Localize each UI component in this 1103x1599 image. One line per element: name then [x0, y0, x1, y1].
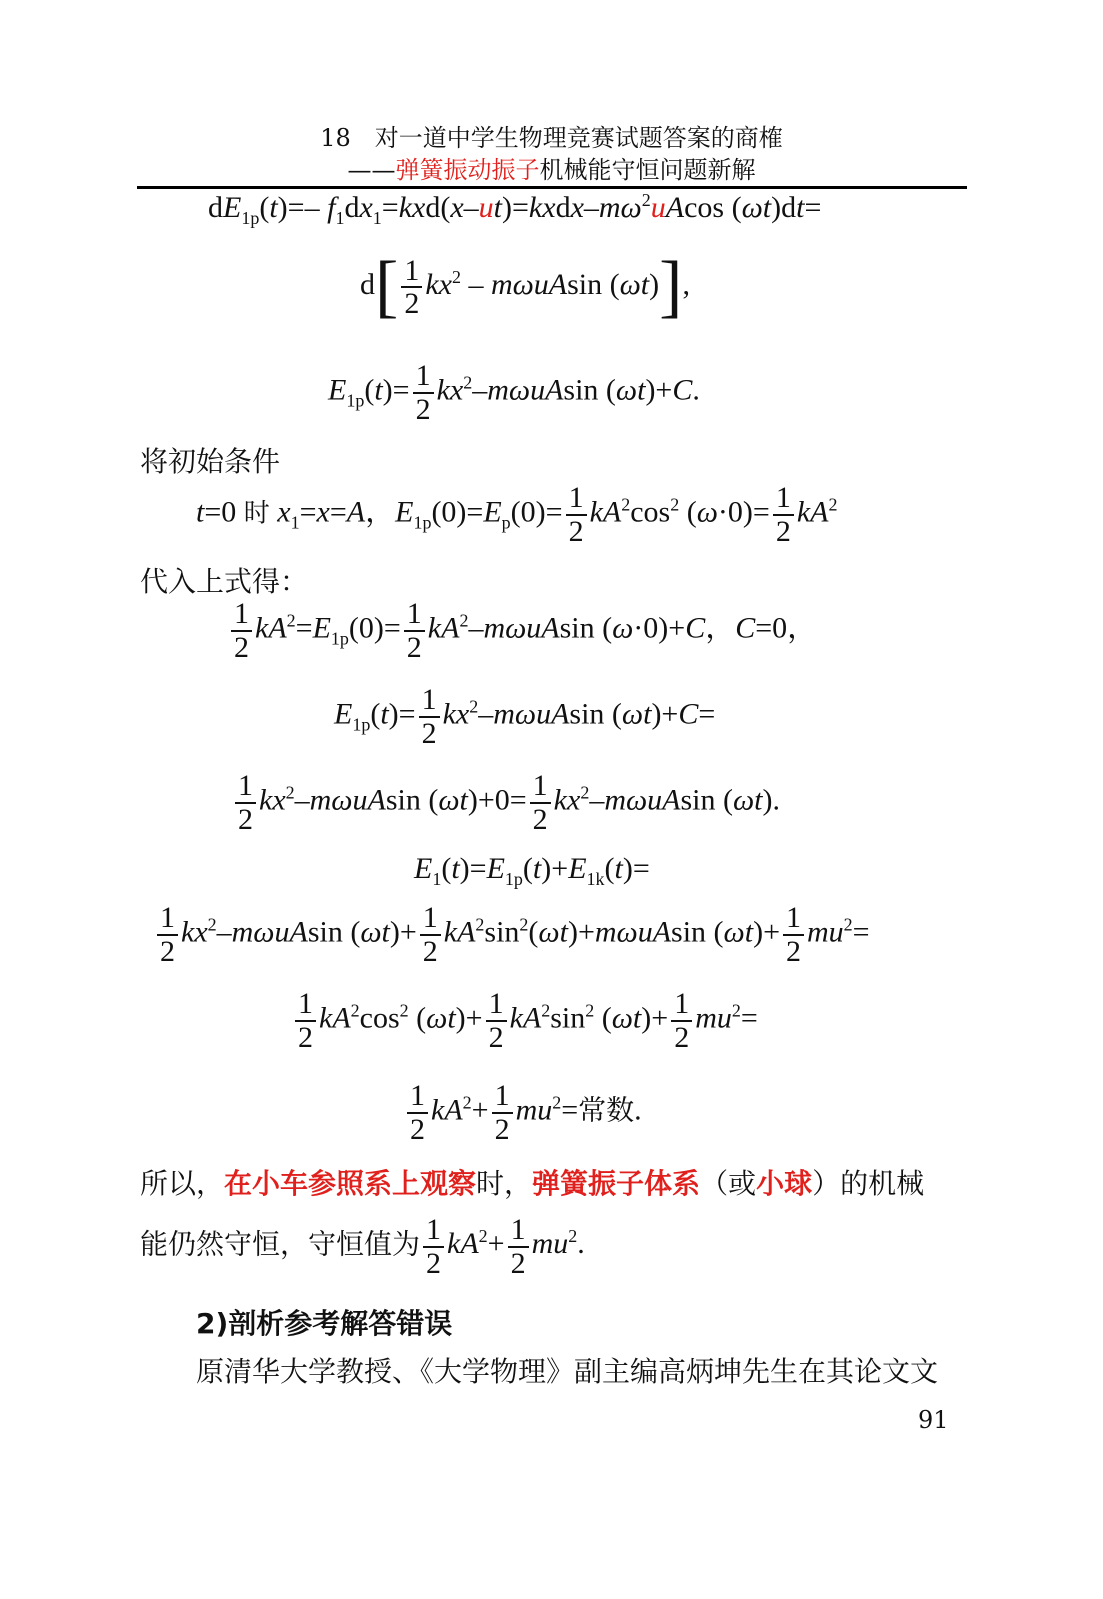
- paragraph-initial-conditions: 将初始条件: [140, 445, 281, 478]
- header-rule: [137, 186, 967, 189]
- conclusion-highlight-ball: 小球: [756, 1167, 813, 1200]
- constant-word: 常数: [578, 1093, 635, 1127]
- header-red-text: 弹簧振动振子: [395, 156, 540, 184]
- equation-E1-trig: $\frac{1}{2}$ $kA^2\cos^2$ (ωt)+ $\frac{1}{2}$ $kA^2\sin^2$ (ωt)+ $\frac{1}{2}$ $mu^2=$: [292, 988, 758, 1053]
- paragraph-final: 原清华大学教授、《大学物理》副主编高炳坤先生在其论文文: [196, 1355, 939, 1388]
- header-rest-text: 机械能守恒问题新解: [539, 156, 756, 184]
- paragraph-conclusion-line1: [140, 1162, 924, 1202]
- equation-E1p-simplified: $\frac{1}{2}$ $kx^2$–mωuAsin (ωt)+0= $\frac{1}{2}$ $kx^2$–mωuAsin (ωt).: [232, 770, 780, 835]
- conclusion-part-a: 所以，: [140, 1167, 225, 1200]
- paragraph-conclusion-line2: 能仍然守恒，守恒值为 $\frac{1}{2}$ $kA^2+$ $\frac{1}{2}$ $mu^2$.: [140, 1213, 585, 1280]
- equation-E1p: $E_{1p}(t)=$ $\frac{1}{2}$ $kx^2$–mωuAsin (ωt)+C.: [328, 359, 700, 426]
- equation-dE1p: $dE_{1p}(t)=-$ $f_1dx_1=kxd(x-ut)=kxdx-m\omega^2uAcos$ (ωt)dt=: [208, 190, 822, 228]
- page-number: 91: [918, 1406, 949, 1434]
- time-label: 时: [243, 498, 270, 529]
- conclusion-highlight-frame: 在小车参照系上观察: [224, 1167, 477, 1200]
- equation-E1-expanded: $\frac{1}{2}$ $kx^2$–mωuAsin (ωt)+ $\frac{1}{2}$ $kA^2\sin^2(\omega t)+m\omega uAsin$ (ωt)+ $\frac{1}{2}$ $mu^2=$: [154, 902, 870, 967]
- paragraph-plug-in: 代入上式得：: [140, 565, 309, 598]
- conclusion-part-d: ）的机械: [812, 1167, 925, 1200]
- header-dash: ——: [347, 156, 396, 184]
- equation-E1-sum: $E_1(t)=E_{1p}(t)+E_{1k}(t)=$: [414, 852, 650, 889]
- equation-constant-C: $\frac{1}{2}$ $kA^2=E_{1p}(0)=$ $\frac{1}{2}$ $kA^2$–mωuAsin (ω·0)+C，C=0，: [228, 598, 817, 663]
- conclusion-part-b: 时，: [476, 1167, 533, 1200]
- equation-initial-condition: t=0 时 $x_1=x=A$，$E_{1p}(0)=E_p(0)=$ $\frac{1}{2}$ $kA^2\cos^2$ (ω·0)= $\frac{1}{2}$ $kA^2$: [196, 481, 838, 548]
- equation-E1p-restated: $E_{1p}(t)=$ $\frac{1}{2}$ $kx^2$–mωuAsin (ωt)+C=: [334, 683, 716, 750]
- conclusion-line2-text: 能仍然守恒，守恒值为: [140, 1227, 421, 1261]
- equation-constant-energy: $\frac{1}{2}$ $kA^2+$ $\frac{1}{2}$ $mu^2=$常数.: [404, 1080, 642, 1145]
- running-header-title: 18 对一道中学生物理竞赛试题答案的商榷: [320, 124, 783, 152]
- conclusion-highlight-system: 弹簧振子体系: [532, 1167, 701, 1200]
- conclusion-part-c: （或: [700, 1167, 757, 1200]
- equation-differential-bracket: d[ $\frac{1}{2}$ $kx^2$ – mωuAsin (ωt)],: [360, 248, 690, 325]
- running-header-subtitle: [0, 150, 1103, 185]
- comma: ，: [365, 495, 396, 529]
- section-heading: 2)剖析参考解答错误: [196, 1307, 453, 1340]
